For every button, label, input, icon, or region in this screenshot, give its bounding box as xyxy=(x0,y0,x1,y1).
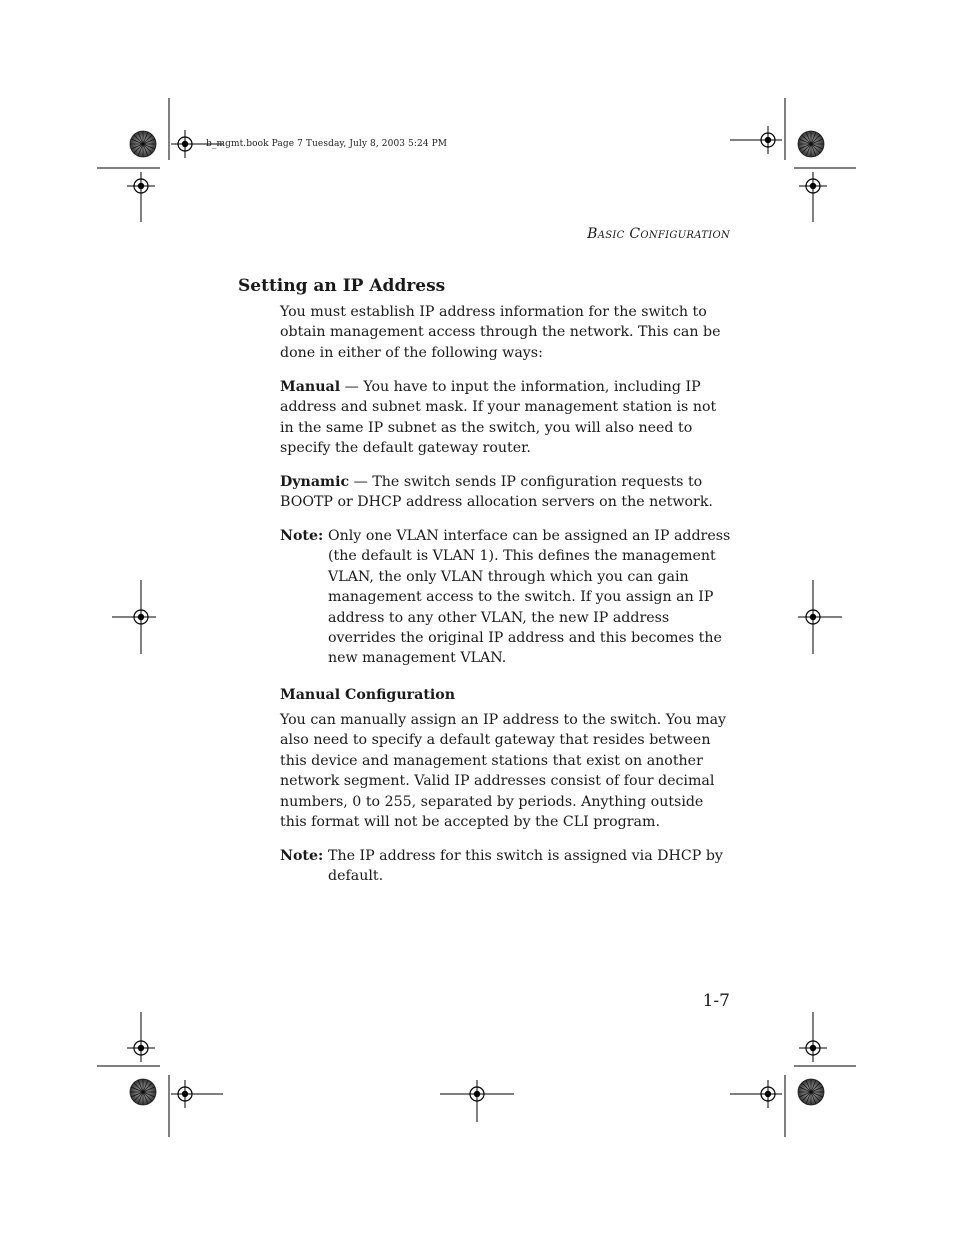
manual-config-paragraph: You can manually assign an IP address to the switch. You may also need to specify a default gateway that resides between this device and management stations that exist on another network segment. Valid IP addresses consist of four decimal numbers, 0 to 255, separated by periods. Anything outside this format will not be accepted by the CLI program. xyxy=(280,712,727,831)
color-star-target-icon xyxy=(798,131,824,157)
print-slug: b_mgmt.book Page 7 Tuesday, July 8, 2003 5:24 PM xyxy=(206,139,448,149)
manual-text: — You have to input the information, including IP address and subnet mask. If your management station is not in the same IP subnet as the switch, you will also need to specify the default gateway router. xyxy=(280,379,717,457)
manual-paragraph xyxy=(280,377,732,459)
intro-paragraph: You must establish IP address information for the switch to obtain management access through the network. This can be done in either of the following ways: xyxy=(280,304,721,361)
color-star-target-icon xyxy=(130,131,156,157)
color-star-target-icon xyxy=(130,1079,156,1105)
note-label: Note: xyxy=(280,848,324,864)
note-label: Note: xyxy=(280,528,324,544)
dynamic-paragraph xyxy=(280,472,732,513)
running-head: Basic Configuration xyxy=(587,226,730,242)
section-heading: Setting an IP Address xyxy=(238,276,446,296)
subsection-heading: Manual Configuration xyxy=(280,687,456,703)
dynamic-text: — The switch sends IP configuration requests to BOOTP or DHCP address allocation servers on the network. xyxy=(280,474,713,511)
manual-term: Manual xyxy=(280,379,341,395)
note-text: Only one VLAN interface can be assigned an IP address (the default is VLAN 1). This defines the management VLAN, the only VLAN through which you can gain management access to the switch. If you assign an IP address to any other VLAN, the new IP address overrides the original IP address and this becomes the new management VLAN. xyxy=(328,528,731,667)
dynamic-term: Dynamic xyxy=(280,474,350,490)
color-star-target-icon xyxy=(798,1079,824,1105)
page-number: 1-7 xyxy=(702,991,730,1011)
note-text: The IP address for this switch is assigned via DHCP by default. xyxy=(328,848,723,885)
